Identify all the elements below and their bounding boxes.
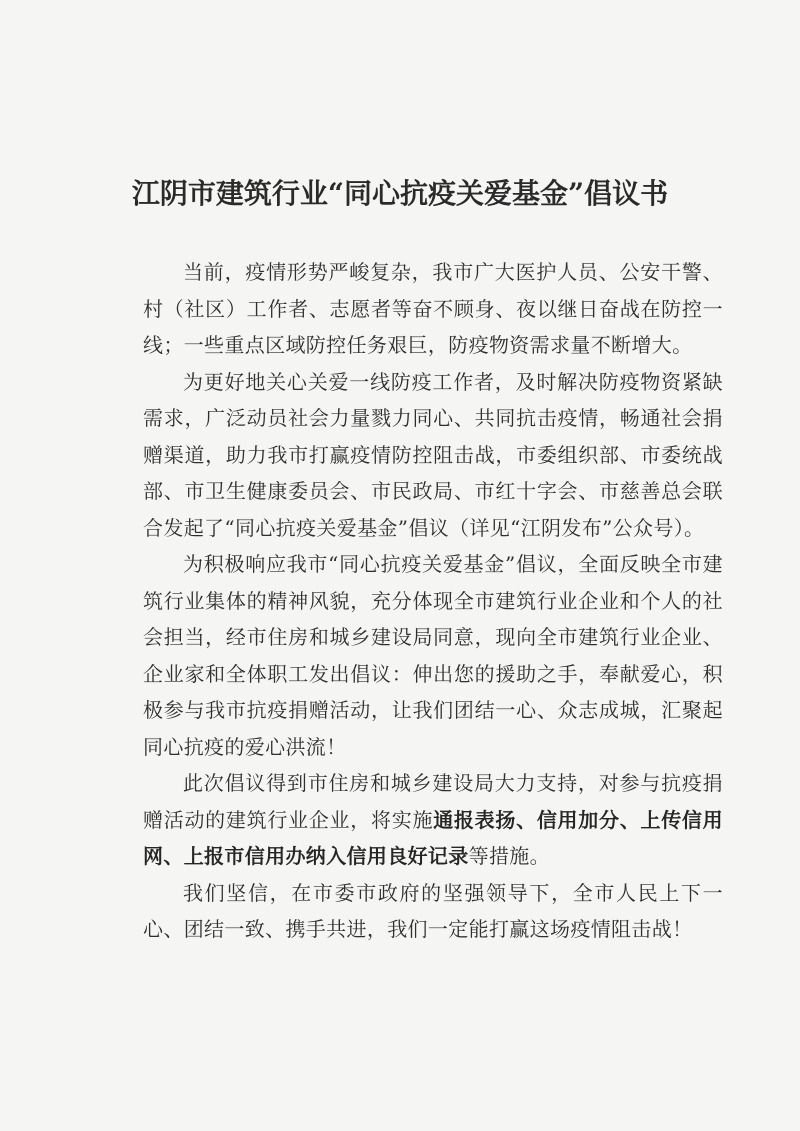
- paragraph-call-to-action: 为积极响应我市“同心抗疫关爱基金”倡议，全面反映全市建筑行业集体的精神风貌，充分体现全市建筑行业企业和个人的社会担当，经市住房和城乡建设局同意，现向全市建筑行业企业、企业家和全体职工发出倡议：伸出您的援助之手，奉献爱心，积极参与我市抗疫捐赠活动，让我们团结一心、众志成城，汇聚起同心抗疫的爱心洪流！: [143, 552, 723, 759]
- document-title: 江阴市建筑行业“同心抗疫关爱基金”倡议书: [131, 176, 669, 210]
- incentives-text-before: 此次倡议得到市住房和城乡建设局大力支持，对参与抗疫捐赠活动的建筑行业企业，将实施: [143, 771, 723, 832]
- document-body: [143, 254, 723, 948]
- incentives-text-after: 等措施。: [468, 844, 551, 868]
- paragraph-closing: 我们坚信，在市委市政府的坚强领导下，全市人民上下一心、团结一致、携手共进，我们一定能打赢这场疫情阻击战！: [143, 880, 723, 941]
- paragraph-incentives: [143, 765, 723, 875]
- paragraph-situation: 当前，疫情形势严峻复杂，我市广大医护人员、公安干警、村（社区）工作者、志愿者等奋不顾身、夜以继日奋战在防控一线；一些重点区域防控任务艰巨，防疫物资需求量不断增大。: [143, 260, 723, 357]
- paragraph-initiative-background: 为更好地关心关爱一线防疫工作者，及时解决防疫物资紧缺需求，广泛动员社会力量戮力同心、共同抗击疫情，畅通社会捐赠渠道，助力我市打赢疫情防控阻击战，市委组织部、市委统战部、市卫生健康委员会、市民政局、市红十字会、市慈善总会联合发起了“同心抗疫关爱基金”倡议（详见“江阴发布”公众号）。: [143, 369, 723, 540]
- incentives-emphasis: 通报表扬、信用加分、上传信用网、上报市信用办纳入信用良好记录: [143, 807, 723, 868]
